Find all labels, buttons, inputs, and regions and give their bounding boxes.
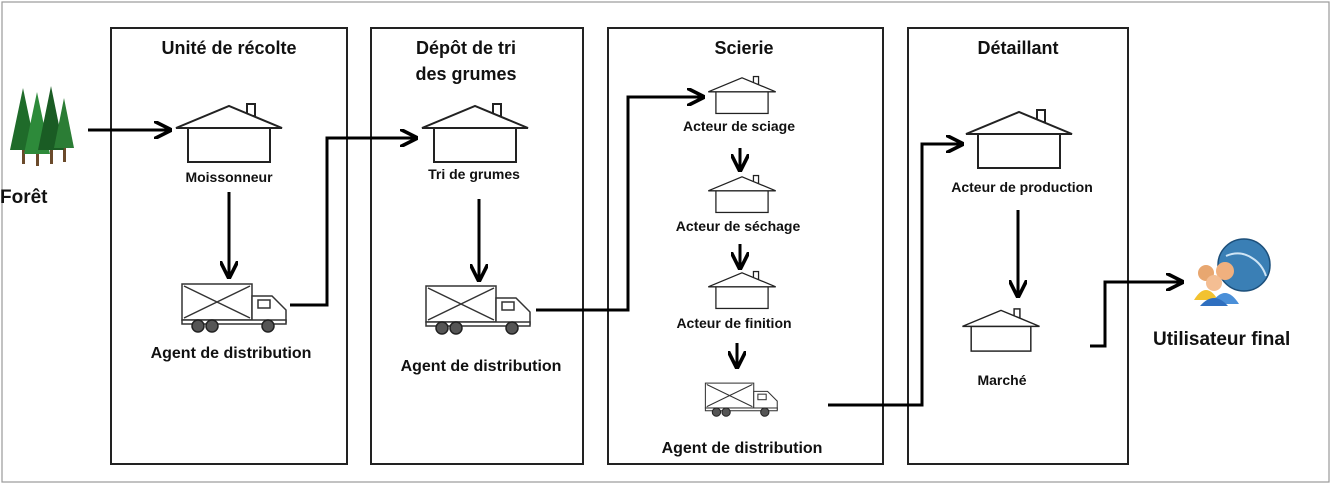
node-label-market: Marché xyxy=(977,372,1027,388)
end-user-label: Utilisateur final xyxy=(1153,329,1291,350)
stage-title-harvest: Unité de récolte xyxy=(161,38,297,58)
stage-title-retailer: Détaillant xyxy=(977,38,1059,58)
node-label-drying: Acteur de séchage xyxy=(675,218,801,234)
node-label-log-sort: Tri de grumes xyxy=(428,166,520,182)
users-globe-icon xyxy=(1194,239,1270,306)
node-label-finishing: Acteur de finition xyxy=(676,315,792,331)
node-label-sawing: Acteur de sciage xyxy=(682,118,796,134)
stage-title-sawmill: Scierie xyxy=(714,38,774,58)
node-label-production: Acteur de production xyxy=(951,179,1093,195)
forest-label: Forêt xyxy=(0,187,48,208)
node-label-harvest-distribution: Agent de distribution xyxy=(150,345,312,362)
node-label-log-yard-distribution: Agent de distribution xyxy=(400,358,562,375)
node-label-sawmill-distribution: Agent de distribution xyxy=(661,440,823,457)
node-label-harvester: Moissonneur xyxy=(185,169,273,185)
stage-box-log-yard xyxy=(371,28,583,464)
forest-icon xyxy=(10,86,74,166)
stage-title-log-yard-line2: des grumes xyxy=(415,64,517,84)
stage-title-log-yard-line1: Dépôt de tri xyxy=(415,38,517,58)
